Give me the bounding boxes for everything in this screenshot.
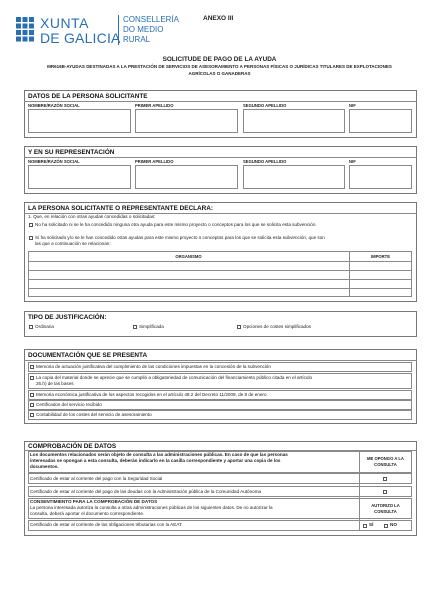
verification-intro-line2: interesadas se opongan a esta consulta, deberán indicarlo en la casilla correspondiente y aportar una copia de los [30, 458, 281, 463]
representative-name-label: NOMBRE/RAZÓN SOCIAL [28, 159, 80, 164]
oppose-regional-debts-checkbox[interactable] [383, 490, 387, 494]
documentation-item: Contabilidad de los costes del servicio de asesoramiento [36, 412, 152, 417]
justification-simplified-label: Simplificada [139, 324, 164, 329]
form-title: SOLICITUDE DE PAGO DE LA AYUDA [162, 56, 277, 63]
verification-intro-line1: Los documentos relacionados serán objeto de consulta a las administraciones públicas. En caso de que las personas [30, 452, 288, 457]
documentation-item: Certificados del servicio recibido [36, 402, 102, 407]
authorize-no-checkbox[interactable] [384, 524, 388, 528]
form-subtitle-line2: AGRÍCOLAS O GANADERAS [188, 71, 251, 76]
documentation-checkbox[interactable] [30, 403, 34, 407]
representative-name-field[interactable] [28, 165, 131, 189]
dept-line1: CONSELLERÍA [123, 15, 180, 24]
documentation-item: 26.h) de las bases [36, 381, 74, 386]
documentation-checkbox[interactable] [30, 413, 34, 417]
authorize-no-label: NO [390, 522, 397, 527]
documentation-item: Memoria económica justificativa de los aspectos recogidos en el artículo 48.2 del Decreto 11/2009, de 8 de enero [36, 392, 267, 397]
oppose-header-line1: ME OPONGO A LA [367, 456, 404, 461]
declaration-question: 1. Que, en relación con otras ayudas concedidas o solicitadas: [28, 214, 156, 219]
verification-row2-text: Certificado de estar al corriente del pago de las deudas con la Administración pública de la Comunidad Autónoma [30, 489, 262, 494]
applicant-nif-field[interactable] [349, 109, 412, 133]
applicant-name-label: NOMBRE/RAZÓN SOCIAL [28, 103, 80, 108]
documentation-item: La copia del material donde se aprecie que se cumplió a obligatoriedad de comunicación del financiamiento público citada en el artículo [36, 375, 313, 380]
authorize-yes-checkbox[interactable] [363, 524, 367, 528]
applicant-name-field[interactable] [28, 109, 131, 133]
oppose-header-line2: CONSULTA [374, 462, 397, 467]
representative-title-rule [24, 157, 417, 158]
aid-table-row-line [28, 279, 412, 280]
applicant-surname2-field[interactable] [243, 109, 345, 133]
oppose-social-security-checkbox[interactable] [383, 477, 387, 481]
verification-intro-line3: documentos. [30, 464, 59, 469]
representative-surname2-field[interactable] [243, 165, 345, 189]
documentation-title-rule [24, 360, 417, 361]
applicant-title: DATOS DE LA PERSONA SOLICITANTE [28, 93, 148, 100]
verification-title: COMPROBACIÓN DE DATOS [28, 443, 117, 450]
representative-surname1-field[interactable] [135, 165, 238, 189]
declaration-option1-checkbox[interactable] [29, 223, 33, 227]
representative-title: Y EN SU REPRESENTACIÓN [28, 149, 115, 156]
annex-label: ANEXO III [203, 15, 234, 22]
aid-table-row-line [28, 261, 412, 262]
authorize-header-line1: AUTORIZO LA [371, 503, 400, 508]
xunta-name-line1: XUNTA [40, 15, 89, 31]
applicant-surname2-label: SEGUNDO APELLIDO [243, 103, 287, 108]
justification-title: TIPO DE JUSTIFICACIÓN: [28, 314, 107, 321]
form-subtitle-line1: MR616B-AYUDAS DESTINADAS A LA PRESTACIÓN DE SERVICIOS DE ASESORAMIENTO A PERSONAS FÍSICAS O JURÍDICAS TITULARES DE EXPLOTACIONES [47, 64, 392, 69]
xunta-shield-icon [14, 15, 36, 44]
representative-nif-label: NIF [349, 159, 356, 164]
justification-ordinary-label: Ordinaria [35, 324, 54, 329]
aid-table-header-amount: IMPORTE [370, 254, 391, 259]
justification-simplified-checkbox[interactable] [133, 325, 137, 329]
representative-surname1-label: PRIMER APELLIDO [135, 159, 174, 164]
dept-line2: DO MEDIO [123, 25, 164, 34]
aid-table-header-organism: ORGANISMO [175, 254, 202, 259]
verification-row3-text: Certificado de estar al corriente de las obligaciones tributarias con la AEAT. [30, 522, 183, 527]
justification-ordinary-checkbox[interactable] [29, 325, 33, 329]
authorize-header-line2: CONSULTA [374, 509, 397, 514]
declaration-option1-text: No ha solicitado ni se le ha concedido ninguna otra ayuda para este mismo proyecto o conceptos para los que se solicita esta subvención. [35, 222, 317, 227]
verification-row1-text: Certificado de estar al corriente del pago con la Seguridad Social [30, 476, 163, 481]
documentation-checkbox[interactable] [30, 365, 34, 369]
declaration-option2-checkbox[interactable] [29, 236, 33, 240]
consent-title: CONSENTIMIENTO PARA LA COMPROBACIÓN DE DATOS [30, 499, 158, 504]
aid-table-row-line [28, 288, 412, 289]
documentation-item: Memoria de actuación justificativa del cumplimiento de las condiciones impuestas en la concesión de la subvención [36, 364, 271, 369]
applicant-surname1-label: PRIMER APELLIDO [135, 103, 174, 108]
dept-line3: RURAL [123, 35, 151, 44]
aid-table-row-line [28, 270, 412, 271]
consent-line1: La persona interesada autoriza la consulta a otras administraciones públicas de los siguientes datos. De no autorizar la [30, 505, 273, 510]
documentation-title: DOCUMENTACIÓN QUE SE PRESENTA [28, 352, 148, 359]
applicant-nif-label: NIF [349, 103, 356, 108]
representative-nif-field[interactable] [349, 165, 412, 189]
declaration-option2-line2: las que a continuación se relacionan: [35, 241, 111, 246]
authorize-yes-label: SÍ [369, 522, 374, 527]
header-divider [118, 15, 119, 45]
applicant-surname1-field[interactable] [135, 109, 238, 133]
xunta-logo [14, 15, 36, 44]
declaration-title: LA PERSONA SOLICITANTE O REPRESENTANTE DECLARA: [28, 205, 213, 212]
justification-simplified-costs-label: Opciones de costes simplificados [243, 324, 311, 329]
documentation-checkbox[interactable] [30, 376, 34, 380]
documentation-checkbox[interactable] [30, 393, 34, 397]
xunta-name-line2: DE GALICIA [40, 30, 121, 46]
representative-surname2-label: SEGUNDO APELLIDO [243, 159, 287, 164]
declaration-option2-line1: Sí ha solicitado y/o se le han concedido otras ayudas para este mismo proyecto o conceptos para los que se solicita esta subvención, que son [35, 235, 325, 240]
consent-line2: consulta, deberá aportar el documento correspondiente. [30, 511, 145, 516]
applicant-title-rule [24, 101, 417, 102]
justification-simplified-costs-checkbox[interactable] [237, 325, 241, 329]
